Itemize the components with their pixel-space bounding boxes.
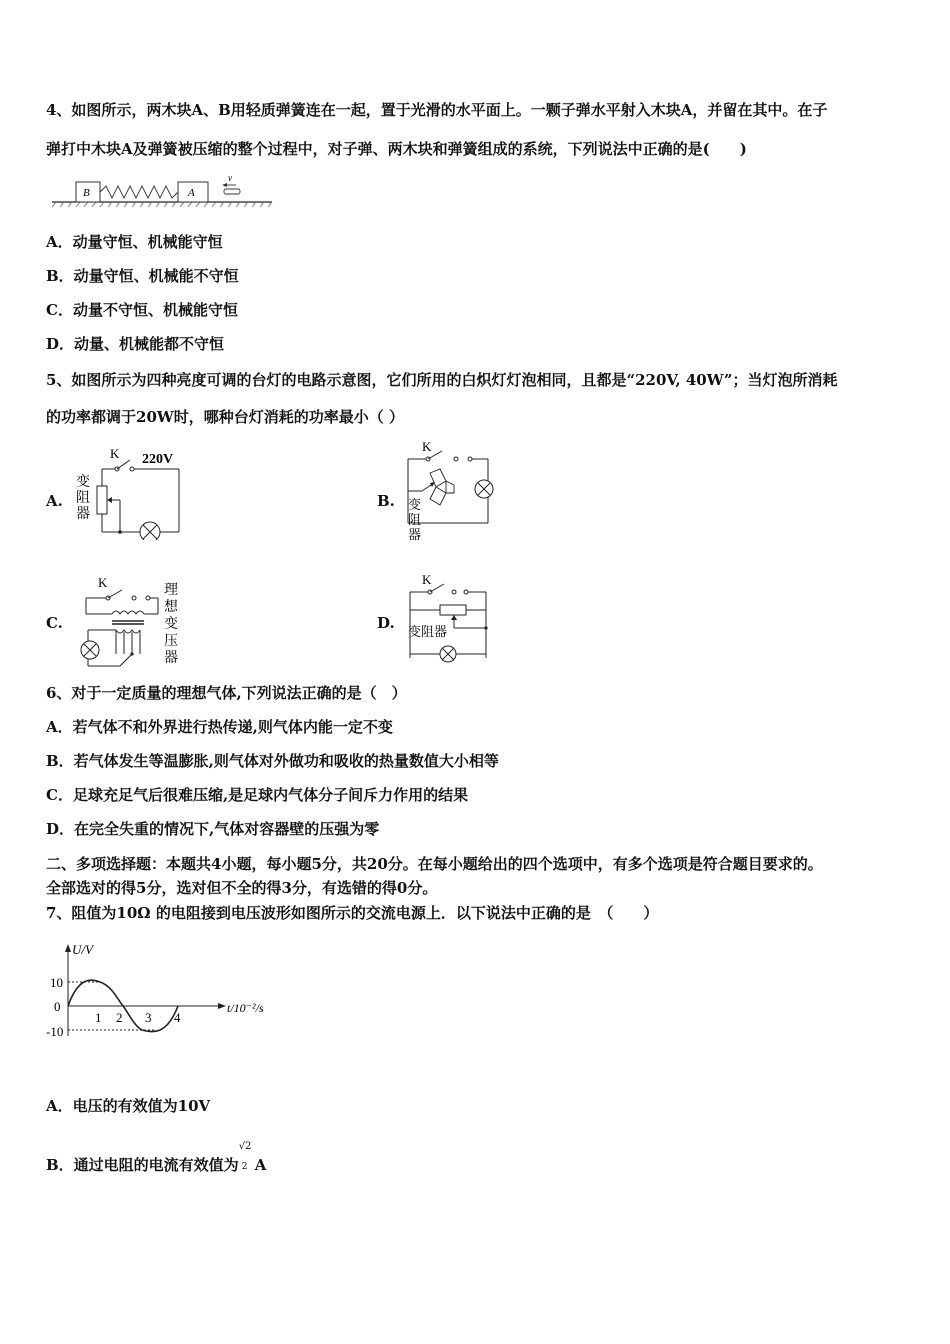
primary-coil xyxy=(112,611,144,614)
svg-text:器: 器 xyxy=(408,527,422,542)
svg-text:0: 0 xyxy=(54,999,61,1014)
q5-label-d: D. xyxy=(377,614,395,632)
q5-figure-b xyxy=(400,437,500,545)
svg-text:变: 变 xyxy=(408,497,422,512)
rheostat xyxy=(97,486,107,514)
svg-text:10: 10 xyxy=(50,975,63,990)
svg-text:K: K xyxy=(422,572,432,587)
section2-line2: 全部选对的得5分，选对但不全的得3分，有选错的得0分。 xyxy=(46,879,438,897)
q5-figure-c xyxy=(72,574,192,670)
svg-text:A: A xyxy=(188,187,195,199)
svg-text:理: 理 xyxy=(164,583,178,598)
q7-option-b-unit: A xyxy=(254,1156,267,1174)
lamp xyxy=(140,522,160,540)
svg-text:-10: -10 xyxy=(46,1024,64,1039)
svg-text:变: 变 xyxy=(164,617,178,632)
q4-option-b: B．动量守恒、机械能不守恒 xyxy=(46,267,239,285)
rotary-rheostat xyxy=(430,469,454,505)
svg-text:器: 器 xyxy=(76,507,90,522)
svg-text:压: 压 xyxy=(164,634,178,649)
q4-option-c: C．动量不守恒、机械能守恒 xyxy=(46,301,238,319)
q5-label-c: C. xyxy=(46,614,63,632)
q5-stem-line1: 5、如图所示为四种亮度可调的台灯的电路示意图，它们所用的白炽灯灯泡相同，且都是“220V, 40W”；当灯泡所消耗 xyxy=(46,371,838,389)
q4-figure xyxy=(50,172,280,208)
sqrt2-over-2-fraction: √2 2 xyxy=(238,1141,252,1172)
q4-option-a: A．动量守恒、机械能守恒 xyxy=(46,233,223,251)
svg-text:v: v xyxy=(228,173,232,183)
svg-text:阻: 阻 xyxy=(76,491,90,506)
q7-option-b-text: B．通过电阻的电流有效值为 xyxy=(46,1156,239,1174)
q5-figure-d xyxy=(402,570,497,668)
svg-text:器: 器 xyxy=(164,651,178,666)
q5-label-a: A. xyxy=(46,492,63,510)
q7-option-b xyxy=(46,1141,267,1175)
svg-text:变: 变 xyxy=(76,475,90,490)
svg-text:想: 想 xyxy=(164,600,178,615)
svg-text:B: B xyxy=(83,187,90,199)
q7-option-a: A．电压的有效值为10V xyxy=(46,1097,211,1115)
q6-stem: 6、对于一定质量的理想气体,下列说法正确的是（ ） xyxy=(46,684,407,702)
svg-text:220V: 220V xyxy=(142,452,174,467)
svg-text:阻: 阻 xyxy=(408,512,422,527)
svg-text:2: 2 xyxy=(116,1010,123,1025)
svg-text:变阻器: 变阻器 xyxy=(408,624,448,639)
q5-label-b: B. xyxy=(377,492,395,510)
q4-stem-line1: 4、如图所示，两木块A、B用轻质弹簧连在一起，置于光滑的水平面上。一颗子弹水平射入木块A，并留在其中。在子 xyxy=(46,101,828,119)
q7-voltage-graph xyxy=(44,940,284,1044)
svg-text:K: K xyxy=(422,439,432,454)
secondary-coil xyxy=(116,630,140,633)
q4-option-d: D．动量、机械能都不守恒 xyxy=(46,335,225,353)
q5-stem-line2: 的功率都调于20W时，哪种台灯消耗的功率最小（ ） xyxy=(46,408,404,426)
section2-line1: 二、多项选择题：本题共4小题，每小题5分，共20分。在每小题给出的四个选项中，有多个选项是符合题目要求的。 xyxy=(46,855,823,873)
spring xyxy=(100,186,178,198)
q5-figure-a xyxy=(72,444,187,540)
q7-stem: 7、阻值为10Ω 的电阻接到电压波形如图所示的交流电源上．以下说法中正确的是 （ ） xyxy=(46,904,659,922)
q6-option-d: D．在完全失重的情况下,气体对容器壁的压强为零 xyxy=(46,820,380,838)
svg-text:K: K xyxy=(110,446,120,461)
svg-text:1: 1 xyxy=(95,1010,102,1025)
q6-option-a: A．若气体不和外界进行热传递,则气体内能一定不变 xyxy=(46,718,393,736)
bullet xyxy=(224,189,240,194)
rheostat xyxy=(440,605,466,615)
q6-option-c: C．足球充足气后很难压缩,是足球内气体分子间斥力作用的结果 xyxy=(46,786,469,804)
svg-text:4: 4 xyxy=(174,1010,181,1025)
svg-text:U/V: U/V xyxy=(72,942,93,957)
svg-text:3: 3 xyxy=(145,1010,152,1025)
q4-stem-line2: 弹打中木块A及弹簧被压缩的整个过程中，对子弹、两木块和弹簧组成的系统，下列说法中正确的是( ) xyxy=(46,140,747,158)
svg-text:K: K xyxy=(98,575,108,590)
q6-option-b: B．若气体发生等温膨胀,则气体对外做功和吸收的热量数值大小相等 xyxy=(46,752,499,770)
svg-text:t/10⁻²/s: t/10⁻²/s xyxy=(227,1001,264,1015)
